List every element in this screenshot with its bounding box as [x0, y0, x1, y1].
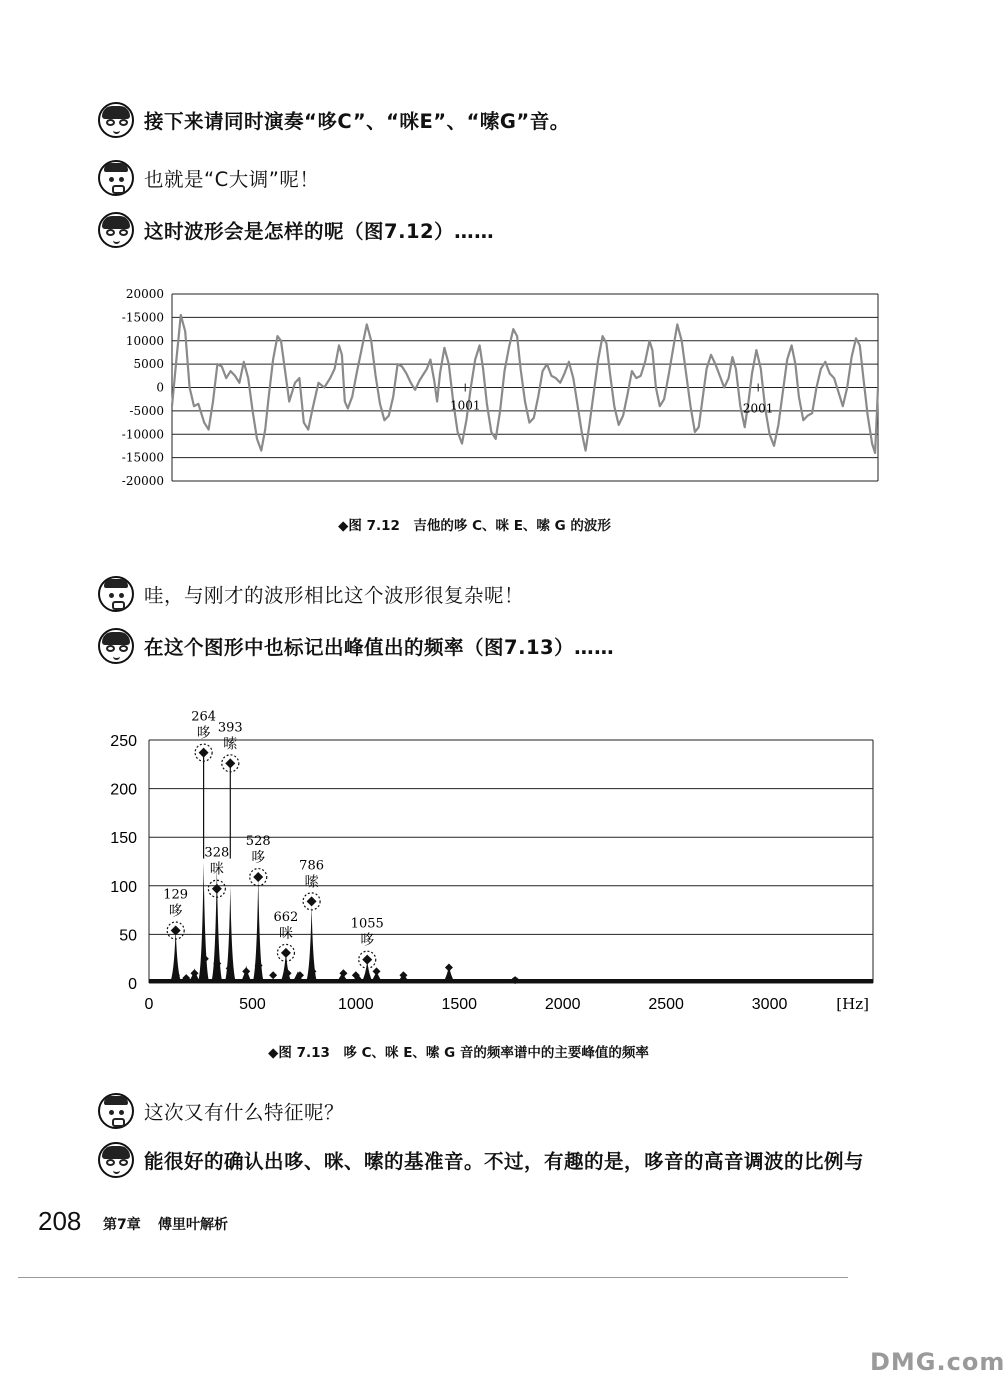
spectrum-chart — [98, 700, 888, 1020]
spectrum-spike — [198, 862, 210, 984]
dialogue-text: 接下来请同时演奏“哆C”、“咪E”、“嗦G”音。 — [144, 110, 570, 133]
footer-rule — [18, 1277, 848, 1278]
peak-marker — [212, 884, 222, 894]
data-point-marker — [191, 969, 199, 977]
x-tick-label: 2500 — [648, 996, 684, 1013]
x-annotation-label: 2001 — [742, 401, 774, 416]
x-tick-label: 1500 — [441, 996, 478, 1013]
y-tick-label: 0 — [128, 976, 137, 993]
peak-frequency-label: 393 — [217, 720, 243, 736]
y-tick-label: 5000 — [133, 357, 164, 372]
x-tick-label: 500 — [239, 996, 266, 1013]
teacher-avatar — [98, 1142, 134, 1178]
chapter-label: 第7章 — [103, 1217, 141, 1233]
student-avatar — [98, 160, 134, 196]
page-number: 208 — [38, 1206, 82, 1236]
figure-12-caption — [338, 514, 611, 534]
peak-marker — [281, 948, 291, 958]
dialogue-text: 哇，与刚才的波形相比这个波形很复杂呢！ — [144, 584, 525, 607]
peak-note-label: 咪 — [278, 925, 293, 942]
y-tick-label: 150 — [110, 830, 137, 848]
peak-note-label: 哆 — [360, 932, 375, 949]
dialogue-line-4 — [98, 576, 524, 612]
y-tick-label: 200 — [110, 781, 137, 799]
y-tick-label: 20000 — [125, 287, 164, 301]
data-point-marker — [242, 967, 250, 975]
teacher-avatar — [98, 102, 134, 138]
watermark-logo: DMG.com — [870, 1348, 1005, 1376]
dialogue-text: 这次又有什么特征呢？ — [144, 1101, 345, 1124]
dialogue-line-1 — [98, 102, 570, 138]
y-tick-label: -20000 — [121, 474, 164, 488]
figure-13-caption — [268, 1041, 649, 1061]
x-tick-label: 1000 — [338, 996, 374, 1013]
dialogue-line-2 — [98, 160, 319, 196]
peak-note-label: 哆 — [196, 725, 211, 742]
x-axis-label: [Hz] — [836, 995, 869, 1013]
dialogue-text: 这时波形会是怎样的呢（图7.12）…… — [144, 220, 495, 243]
teacher-avatar — [98, 628, 134, 664]
peak-frequency-label: 786 — [299, 858, 325, 874]
data-point-marker — [373, 967, 381, 975]
y-tick-label: -15000 — [121, 310, 164, 325]
peak-marker — [307, 896, 317, 906]
caption-diamond-icon: ◆ — [338, 518, 349, 534]
caption-text: 图 7.13 哆 C、咪 E、嗦 G 音的频率谱中的主要峰值的频率 — [278, 1045, 649, 1061]
spectrum-spike — [292, 971, 304, 983]
y-tick-label: 10000 — [125, 333, 164, 348]
peak-frequency-label: 129 — [163, 887, 189, 903]
y-tick-label: -15000 — [121, 450, 164, 465]
y-tick-label: -5000 — [129, 403, 164, 418]
student-avatar — [98, 1093, 134, 1129]
y-tick-label: 250 — [110, 733, 137, 750]
caption-text: 图 7.12 吉他的哆 C、咪 E、嗦 G 的波形 — [348, 518, 611, 534]
dialogue-text: 也就是“C大调”呢！ — [144, 168, 320, 191]
x-tick-label: 0 — [144, 996, 154, 1013]
x-annotation-label: 1001 — [449, 398, 481, 413]
dialogue-line-6 — [98, 1093, 344, 1129]
caption-diamond-icon: ◆ — [268, 1045, 279, 1061]
teacher-avatar — [98, 212, 134, 248]
dialogue-text: 能很好的确认出哆、咪、嗦的基准音。不过，有趣的是，哆音的高音调波的比例与 — [144, 1150, 865, 1173]
peak-note-label: 嗦 — [304, 874, 319, 891]
y-tick-label: 100 — [110, 878, 137, 896]
y-tick-label: 50 — [119, 927, 137, 945]
waveform-line — [172, 315, 878, 453]
data-point-marker — [445, 963, 453, 971]
dialogue-line-5 — [98, 628, 614, 664]
peak-frequency-label: 264 — [191, 709, 217, 725]
peak-note-label: 哆 — [168, 903, 183, 920]
y-tick-label: 0 — [156, 380, 164, 395]
peak-frequency-label: 1055 — [350, 916, 384, 932]
y-tick-label: -10000 — [121, 427, 164, 442]
dialogue-line-7 — [98, 1142, 864, 1178]
x-tick-label: 3000 — [751, 996, 788, 1013]
waveform-chart — [98, 280, 888, 495]
student-avatar — [98, 576, 134, 612]
peak-note-label: 嗦 — [223, 736, 238, 753]
peak-frequency-label: 328 — [204, 845, 230, 861]
x-tick-label: 2000 — [544, 996, 581, 1013]
peak-frequency-label: 662 — [273, 909, 299, 925]
peak-note-label: 咪 — [209, 861, 224, 878]
peak-frequency-label: 528 — [245, 834, 271, 850]
data-point-marker — [269, 971, 277, 979]
dialogue-text: 在这个图形中也标记出峰值出的频率（图7.13）…… — [144, 636, 615, 659]
dialogue-line-3 — [98, 212, 494, 248]
peak-marker — [362, 955, 372, 965]
peak-note-label: 哆 — [251, 850, 266, 867]
chapter-title: 傅里叶解析 — [158, 1217, 228, 1233]
peak-marker — [253, 872, 263, 882]
